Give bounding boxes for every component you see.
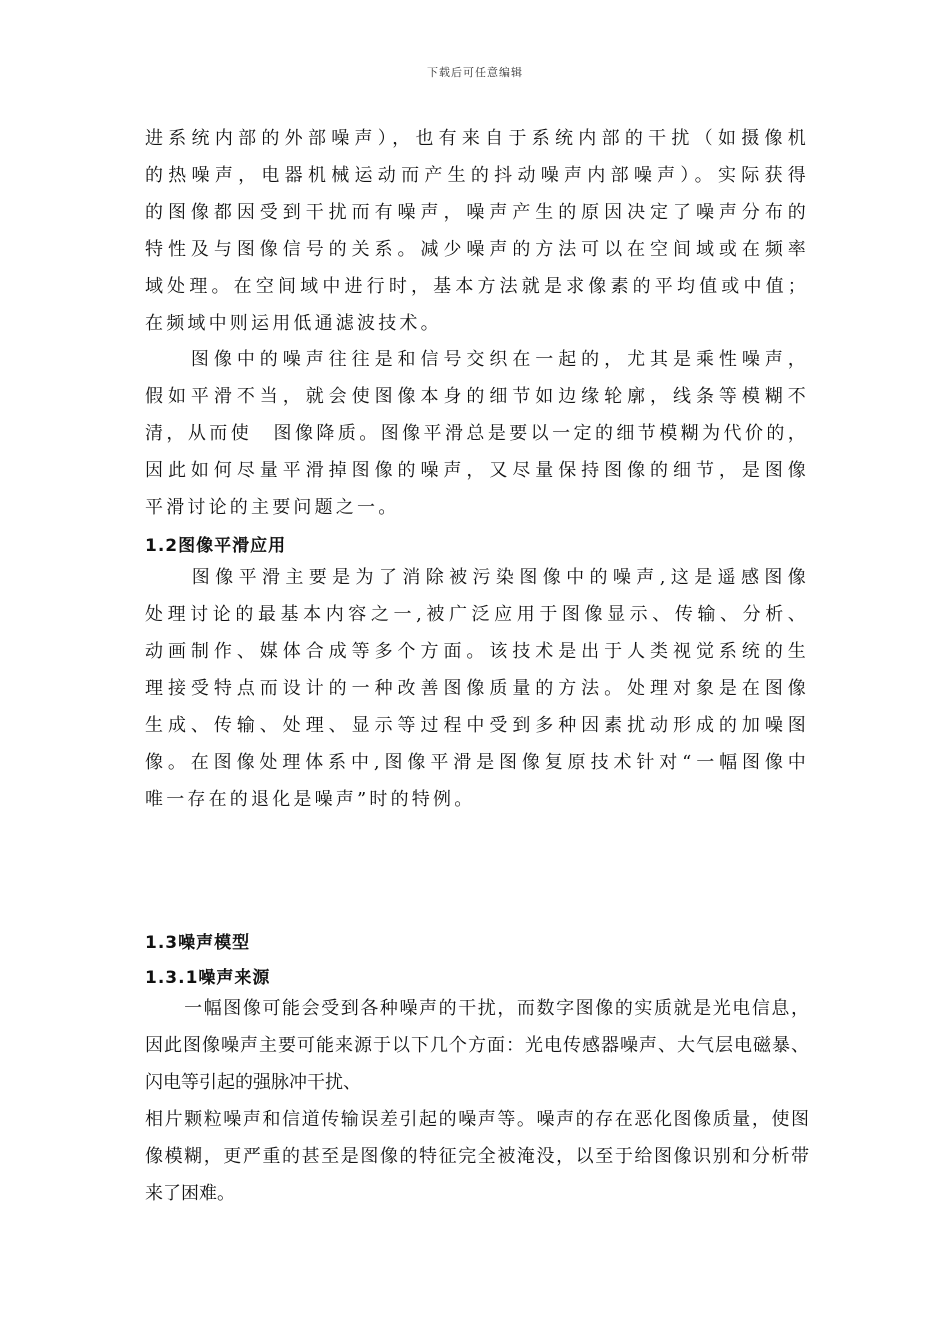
text-line: 的热噪声，电器机械运动而产生的抖动噪声内部噪声）。实际获得 bbox=[145, 165, 809, 186]
text-line: 的图像都因受到干扰而有噪声，噪声产生的原因决定了噪声分布的 bbox=[145, 202, 809, 223]
text-line: 唯一存在的退化是噪声”时的特例。 bbox=[145, 789, 476, 810]
text-line: 域处理。在空间域中进行时，基本方法就是求像素的平均值或中值； bbox=[145, 276, 809, 297]
text-line: 像模糊，更严重的甚至是图像的特征完全被淹没，以至于给图像识别和分析带 bbox=[145, 1146, 809, 1167]
text-line: 因此如何尽量平滑掉图像的噪声，又尽量保持图像的细节，是图像 bbox=[145, 460, 809, 481]
text-line: 闪电等引起的强脉冲干扰、 bbox=[145, 1072, 361, 1093]
text-line: 假如平滑不当，就会使图像本身的细节如边缘轮廓，线条等模糊不 bbox=[145, 386, 809, 407]
section-heading-1-3: 1.3噪声模型 bbox=[145, 933, 251, 953]
text-line: 在频域中则运用低通滤波技术。 bbox=[145, 313, 442, 334]
text-line: 平滑讨论的主要问题之一。 bbox=[145, 497, 400, 518]
text-line: 生成、传输、处理、显示等过程中受到多种因素扰动形成的加噪图 bbox=[145, 715, 809, 736]
text-line: 特性及与图像信号的关系。减少噪声的方法可以在空间域或在频率 bbox=[145, 239, 809, 260]
text-line: 图像中的噪声往往是和信号交织在一起的，尤其是乘性噪声， bbox=[145, 349, 809, 370]
text-line: 处理讨论的最基本内容之一,被广泛应用于图像显示、传输、分析、 bbox=[145, 604, 809, 625]
text-line: 一幅图像可能会受到各种噪声的干扰，而数字图像的实质就是光电信息， bbox=[145, 998, 809, 1019]
text-line: 动画制作、媒体合成等多个方面。该技术是出于人类视觉系统的生 bbox=[145, 641, 809, 662]
page-header: 下载后可任意编辑 bbox=[427, 66, 523, 79]
section-heading-1-2: 1.2图像平滑应用 bbox=[145, 536, 287, 556]
text-line: 清，从而使 图像降质。图像平滑总是要以一定的细节模糊为代价的， bbox=[145, 423, 809, 444]
text-line: 进系统内部的外部噪声），也有来自于系统内部的干扰（如摄像机 bbox=[145, 128, 809, 149]
text-line: 相片颗粒噪声和信道传输误差引起的噪声等。噪声的存在恶化图像质量，使图 bbox=[145, 1109, 809, 1130]
text-line: 来了困难。 bbox=[145, 1183, 235, 1204]
section-heading-1-3-1: 1.3.1噪声来源 bbox=[145, 968, 271, 988]
text-line: 图像平滑主要是为了消除被污染图像中的噪声,这是遥感图像 bbox=[145, 567, 809, 588]
text-line: 像。在图像处理体系中,图像平滑是图像复原技术针对“一幅图像中 bbox=[145, 752, 809, 773]
text-line: 理接受特点而设计的一种改善图像质量的方法。处理对象是在图像 bbox=[145, 678, 809, 699]
text-line: 因此图像噪声主要可能来源于以下几个方面：光电传感器噪声、大气层电磁暴、 bbox=[145, 1035, 809, 1056]
